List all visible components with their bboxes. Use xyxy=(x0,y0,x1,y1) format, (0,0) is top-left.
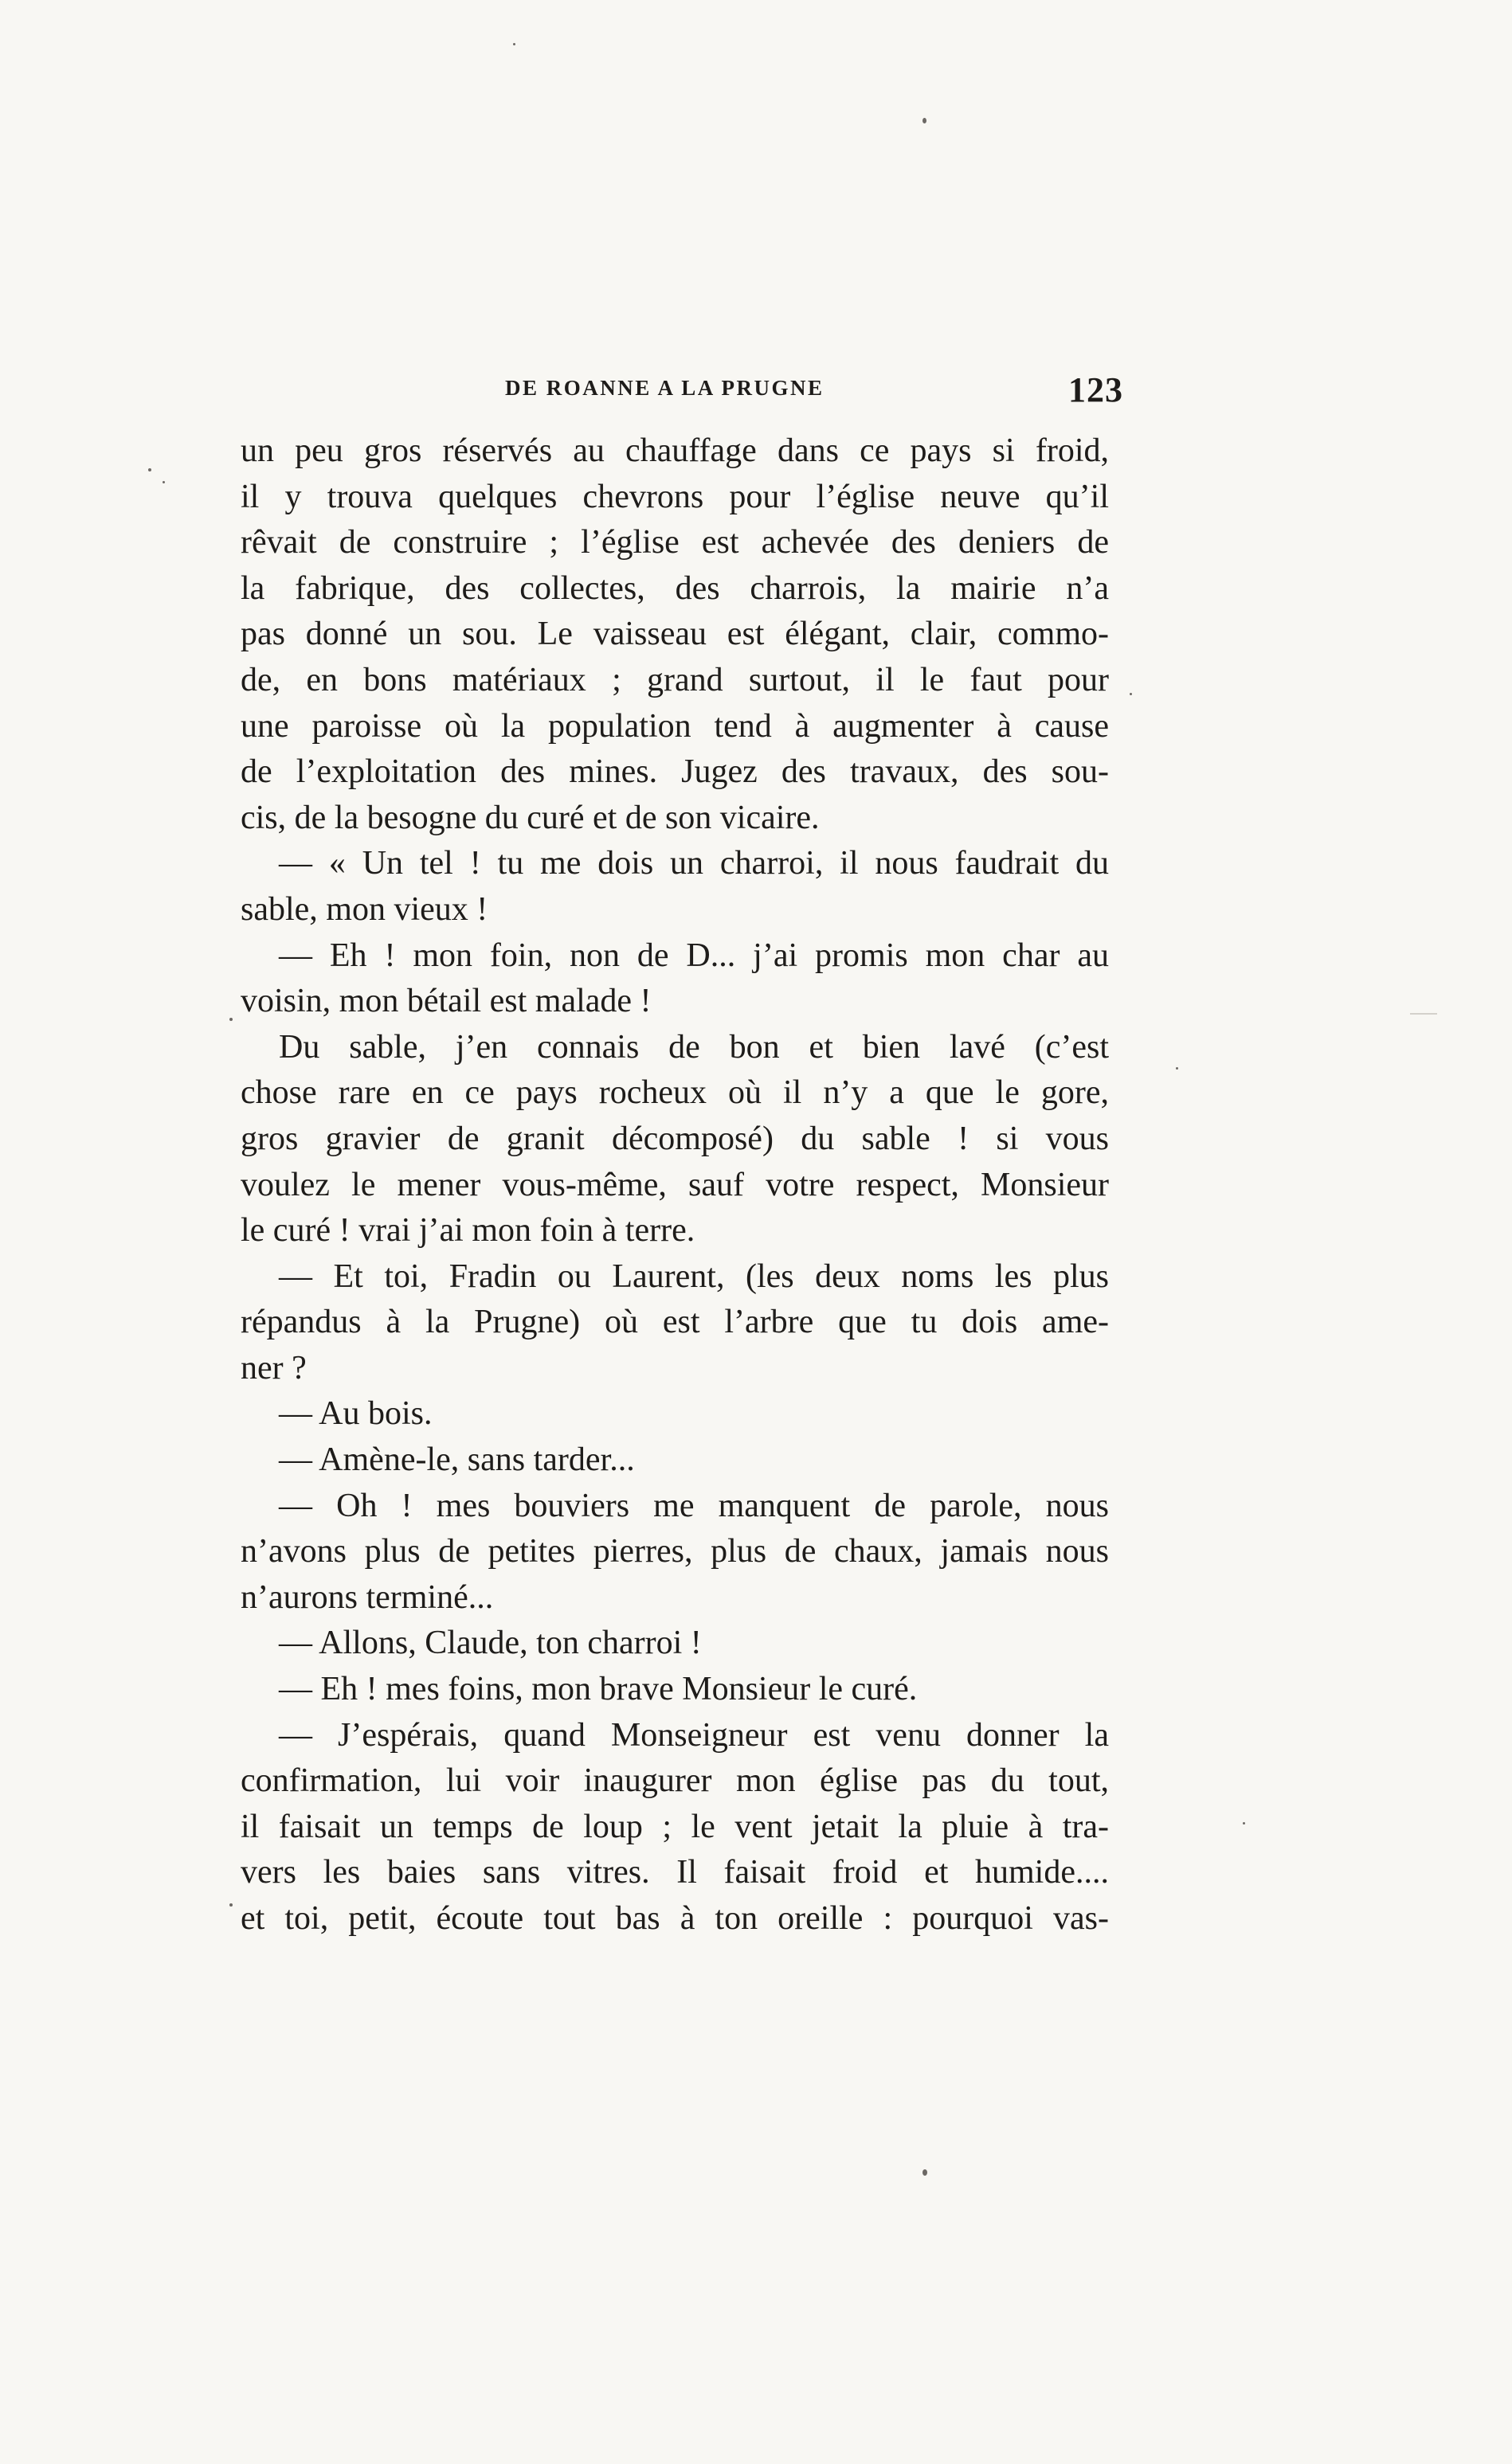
page-header xyxy=(239,370,1123,416)
text-line: — Oh ! mes bouviers me manquent de parole, nous xyxy=(279,1487,1109,1524)
text-line: — Amène-le, sans tarder... xyxy=(279,1441,635,1479)
text-line: — J’espérais, quand Monseigneur est venu donner la xyxy=(279,1716,1109,1754)
text-line: — Eh ! mon foin, non de D... j’ai promis mon char au xyxy=(279,937,1109,974)
scan-speck xyxy=(1243,1822,1245,1825)
text-line: — Au bois. xyxy=(279,1395,433,1433)
text-line: n’aurons terminé... xyxy=(241,1578,494,1616)
text-line: de l’exploitation des mines. Jugez des travaux, des sou- xyxy=(241,753,1109,791)
scan-line xyxy=(1410,1013,1437,1015)
text-line: de, en bons matériaux ; grand surtout, il le faut pour xyxy=(241,661,1109,698)
text-line: rêvait de construire ; l’église est achevée des deniers de xyxy=(241,524,1109,561)
text-line: répandus à la Prugne) où est l’arbre que tu dois ame- xyxy=(241,1304,1109,1341)
scan-speck xyxy=(1176,1067,1178,1070)
text-line: chose rare en ce pays rocheux où il n’y a que le gore, xyxy=(241,1074,1109,1112)
text-line: il faisait un temps de loup ; le vent jetait la pluie à tra- xyxy=(241,1808,1109,1845)
text-line: — Eh ! mes foins, mon brave Monsieur le curé. xyxy=(279,1671,918,1708)
scan-speck xyxy=(922,2169,927,2176)
text-line: voisin, mon bétail est malade ! xyxy=(241,983,652,1020)
scan-speck xyxy=(513,43,515,45)
text-line: vers les baies sans vitres. Il faisait froid et humide.... xyxy=(241,1854,1109,1891)
text-line: — Et toi, Fradin ou Laurent, (les deux noms les plus xyxy=(279,1257,1109,1295)
text-line: le curé ! vrai j’ai mon foin à terre. xyxy=(241,1212,695,1250)
scan-speck xyxy=(229,1018,233,1021)
scan-speck xyxy=(922,118,926,123)
scan-speck xyxy=(229,1903,233,1907)
text-line: une paroisse où la population tend à augmenter à cause xyxy=(241,707,1109,745)
text-line: sable, mon vieux ! xyxy=(241,890,488,928)
text-line: et toi, petit, écoute tout bas à ton oreille : pourquoi vas- xyxy=(241,1900,1109,1937)
text-line: un peu gros réservés au chauffage dans ce pays si froid, xyxy=(241,432,1109,469)
text-line: ner ? xyxy=(241,1349,307,1386)
scan-speck xyxy=(163,481,165,483)
text-line: voulez le mener vous-même, sauf votre respect, Monsieur xyxy=(241,1166,1109,1203)
text-line: il y trouva quelques chevrons pour l’église neuve qu’il xyxy=(241,478,1109,515)
body-text xyxy=(241,428,1109,1942)
running-title: DE ROANNE A LA PRUGNE xyxy=(505,376,825,400)
scan-speck xyxy=(1130,693,1132,695)
text-line: pas donné un sou. Le vaisseau est élégant, clair, commo- xyxy=(241,616,1109,653)
text-line: — Allons, Claude, ton charroi ! xyxy=(279,1625,702,1662)
scan-speck xyxy=(148,468,151,471)
text-line: Du sable, j’en connais de bon et bien lavé (c’est xyxy=(279,1028,1109,1066)
text-line: la fabrique, des collectes, des charrois, la mairie n’a xyxy=(241,569,1109,607)
text-line: confirmation, lui voir inaugurer mon église pas du tout, xyxy=(241,1762,1109,1800)
text-line: cis, de la besogne du curé et de son vicaire. xyxy=(241,799,820,836)
page-number: 123 xyxy=(1068,370,1123,409)
text-line: gros gravier de granit décomposé) du sable ! si vous xyxy=(241,1120,1109,1157)
text-line: n’avons plus de petites pierres, plus de chaux, jamais nous xyxy=(241,1533,1109,1570)
text-line: — « Un tel ! tu me dois un charroi, il nous faudrait du xyxy=(279,845,1109,882)
